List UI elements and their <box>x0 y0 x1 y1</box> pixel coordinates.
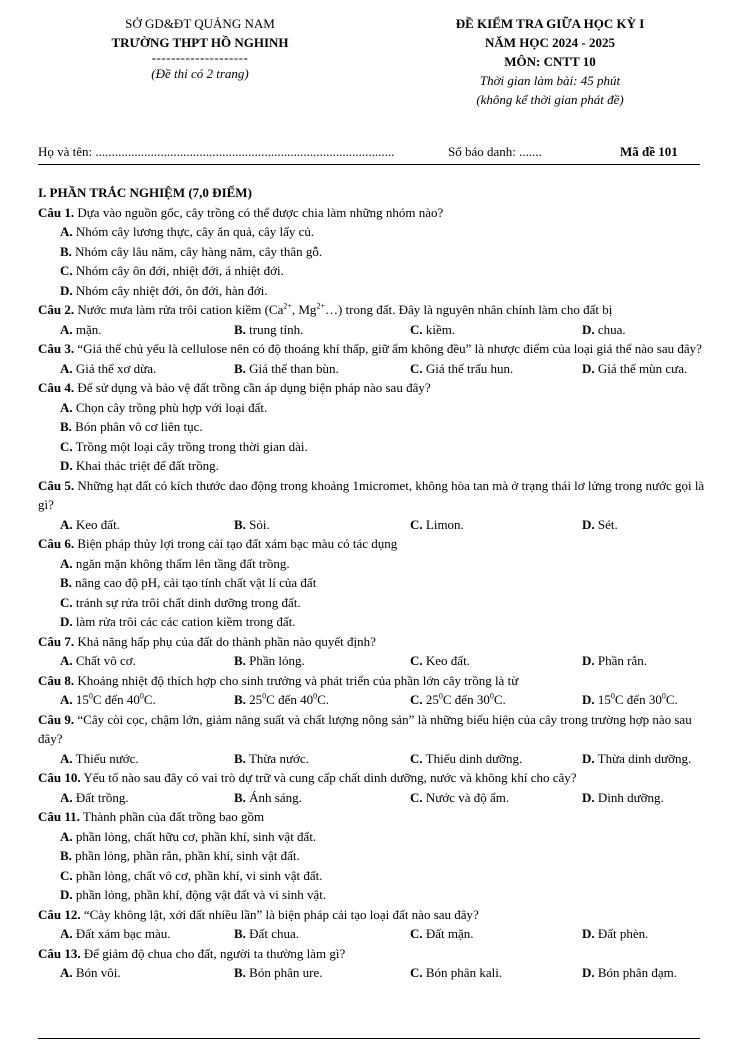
option-d: D. Dinh dưỡng. <box>582 789 664 805</box>
option-a: A. Chọn cây trồng phù hợp với loại đất. <box>60 399 268 415</box>
question-number: Câu 1. <box>38 204 75 220</box>
question-8: Câu 8. Khoảng nhiệt độ thích hợp cho sinh trưởng và phát triển của phần lớn cây trồng là từ <box>38 672 519 688</box>
option-c: C. Keo đất. <box>410 653 470 668</box>
question-1 <box>38 203 718 223</box>
option-d: D. Bón phân đạm. <box>582 965 677 980</box>
options-row <box>38 788 718 808</box>
name-field-label: Họ và tên: ............................................................................................ <box>38 144 395 159</box>
option-b: B. Bón phân vô cơ liên tục. <box>60 419 203 434</box>
student-id-label: Số báo danh: ....... <box>448 144 542 159</box>
option-a: A. Đất xám bạc màu. <box>60 926 171 941</box>
school-year: NĂM HỌC 2024 - 2025 <box>485 35 615 50</box>
option-a: A. Keo đất. <box>60 516 120 532</box>
question-3: Câu 3. “Giá thể chủ yếu là cellulose nên có độ thoáng khí thấp, giữ ẩm không đều” là nhược điểm của loại giá thể nào sau đây? <box>38 341 702 356</box>
option-c: C. Nhóm cây ôn đới, nhiệt đới, á nhiệt đới. <box>60 263 284 278</box>
option-b: B. nâng cao độ pH, cải tạo tính chất vật lí của đất <box>60 575 317 590</box>
option-d: D. Đất phèn. <box>582 926 649 941</box>
option-b: B. Bón phân ure. <box>234 965 323 980</box>
option-a: A. Chất vô cơ. <box>60 653 136 668</box>
question-4: Câu 4. Để sử dụng và bảo vệ đất trồng cần áp dụng biện pháp nào sau đây? <box>38 380 431 395</box>
header-right <box>385 14 715 109</box>
option-a: A. Bón vôi. <box>60 965 121 980</box>
question-11: Câu 11. Thành phần của đất trồng bao gồm <box>38 809 265 824</box>
header-left <box>20 14 380 83</box>
option-c: C. Thiếu dinh dưỡng. <box>410 750 523 766</box>
question-10: Câu 10. Yếu tố nào sau đây có vai trò dự trữ và cung cấp chất dinh dưỡng, nước và không khí cho cây? <box>38 770 577 785</box>
options-row <box>38 651 718 671</box>
options-row <box>38 515 718 535</box>
option-c: C. Bón phân kali. <box>410 965 503 980</box>
option-d: D. $15^0C$ đến $30^0C$. <box>582 691 678 707</box>
option-d: D. Phần rắn. <box>582 653 647 668</box>
exam-title: ĐỀ KIỂM TRA GIỮA HỌC KỲ I <box>455 16 645 31</box>
options-row <box>38 749 718 769</box>
option-a: A. $15^0C$ đến $40^0C$. <box>60 691 156 707</box>
option-a: A. mặn. <box>60 321 102 337</box>
option-b: B. Thừa nước. <box>234 750 309 766</box>
option-a: A. Thiếu nước. <box>60 750 139 766</box>
exam-duration: Thời gian làm bài: 45 phút <box>479 73 621 88</box>
option-c: C. Nước và độ ẩm. <box>410 789 510 805</box>
bottom-rule <box>38 1038 700 1039</box>
option-c: C. Giá thể trấu hun. <box>410 360 514 376</box>
options-row <box>38 690 718 710</box>
question-12: Câu 12. “Cày không lật, xới đất nhiều lần” là biện pháp cải tạo loại đất nào sau đây? <box>38 906 479 922</box>
section-title: I. PHẦN TRẮC NGHIỆM (7,0 ĐIỂM) <box>38 185 252 200</box>
option-c: C. Trồng một loại cây trồng trong thời gian dài. <box>60 438 308 454</box>
question-9: Câu 9. “Cây còi cọc, chậm lớn, giảm năng suất và chất lượng nông sản” là những biểu hiện của cây trong trường hợp nào sau đây? <box>38 711 692 746</box>
option-b: B. Phần lỏng. <box>234 653 305 668</box>
question-5: Câu 5. Những hạt đất có kích thước dao động trong khoảng 1micromet, không hòa tan mà ở trạng thái lơ lửng trong nước gọi là gì? <box>38 477 705 512</box>
option-d: D. làm rửa trôi các các cation kiềm trong đất. <box>60 614 296 629</box>
option-d: D. Khai thác triệt để đất trồng. <box>60 458 219 473</box>
options-row <box>38 320 718 340</box>
school-name: TRƯỜNG THPT HỒ NGHINH <box>111 35 289 50</box>
option-b: B. Sỏi. <box>234 516 270 532</box>
subject: MÔN: CNTT 10 <box>504 54 596 69</box>
option-a: A. ngăn mặn không thấm lên tầng đất trồng. <box>60 555 290 571</box>
duration-note: (không kể thời gian phát đề) <box>476 92 624 107</box>
question-6: Câu 6. Biện pháp thủy lợi trong cải tạo đất xám bạc màu có tác dụng <box>38 536 398 551</box>
option-d: D. chua. <box>582 321 626 337</box>
option-d: D. Thừa dinh dưỡng. <box>582 750 692 766</box>
option-a: A. Nhóm cây lương thực, cây ăn quả, cây lấy củ. <box>60 224 315 239</box>
option-b: B. Đất chua. <box>234 926 299 941</box>
option-c: C. $25^0C$ đến $30^0C$. <box>410 691 506 707</box>
page-count-note: (Đề thi có 2 trang) <box>151 66 249 81</box>
exam-code: Mã đề 101 <box>620 144 678 159</box>
option-d: D. Nhóm cây nhiệt đới, ôn đới, hàn đới. <box>60 282 268 298</box>
department-name: SỞ GD&ĐT QUẢNG NAM <box>125 16 275 31</box>
option-d: D. phần lỏng, phần khí, động vật đất và vi sinh vật. <box>60 887 327 902</box>
option-d: D. Sét. <box>582 516 618 532</box>
question-7: Câu 7. Khả năng hấp phụ của đất do thành phần nào quyết định? <box>38 633 376 649</box>
option-b: B. Ánh sáng. <box>234 789 302 805</box>
option-a: A. Giá thể xơ dừa. <box>60 360 157 376</box>
options-row <box>38 359 718 379</box>
exam-content <box>38 183 718 983</box>
question-13: Câu 13. Để giảm độ chua cho đất, người ta thường làm gì? <box>38 945 346 961</box>
options-row <box>38 924 718 944</box>
option-c: C. Limon. <box>410 516 464 532</box>
option-a: A. phần lỏng, chất hữu cơ, phần khí, sinh vật đất. <box>60 828 317 844</box>
option-a: A. Đất trồng. <box>60 789 129 805</box>
header-dashes: -------------------- <box>151 50 249 65</box>
option-b: B. Giá thể than bùn. <box>234 360 339 376</box>
option-c: C. Đất mặn. <box>410 926 474 941</box>
question-2: Câu 2. Nước mưa làm rửa trôi cation kiềm ($Ca^{2+}$, $Mg^{2+}\dots$) trong đất. Đây là nguyên nhân chính làm cho đất bị <box>38 301 613 317</box>
options-row <box>38 963 718 983</box>
option-c: C. kiềm. <box>410 321 456 337</box>
option-b: B. $25^0C$ đến $40^0C$. <box>234 691 330 707</box>
option-b: B. phần lỏng, phần rắn, phần khí, sinh vật đất. <box>60 848 300 863</box>
question-text: Dựa vào nguồn gốc, cây trồng có thể được chia làm những nhóm nào? <box>74 204 444 220</box>
option-c: C. tránh sự rửa trôi chất dinh dưỡng trong đất. <box>60 594 301 610</box>
student-info-line <box>38 144 700 165</box>
option-b: B. Nhóm cây lâu năm, cây hàng năm, cây thân gỗ. <box>60 243 323 259</box>
option-c: C. phần lỏng, chất vô cơ, phần khí, vi sinh vật đất. <box>60 867 323 883</box>
option-d: D. Giá thể mùn cưa. <box>582 360 688 376</box>
option-b: B. trung tính. <box>234 321 304 337</box>
